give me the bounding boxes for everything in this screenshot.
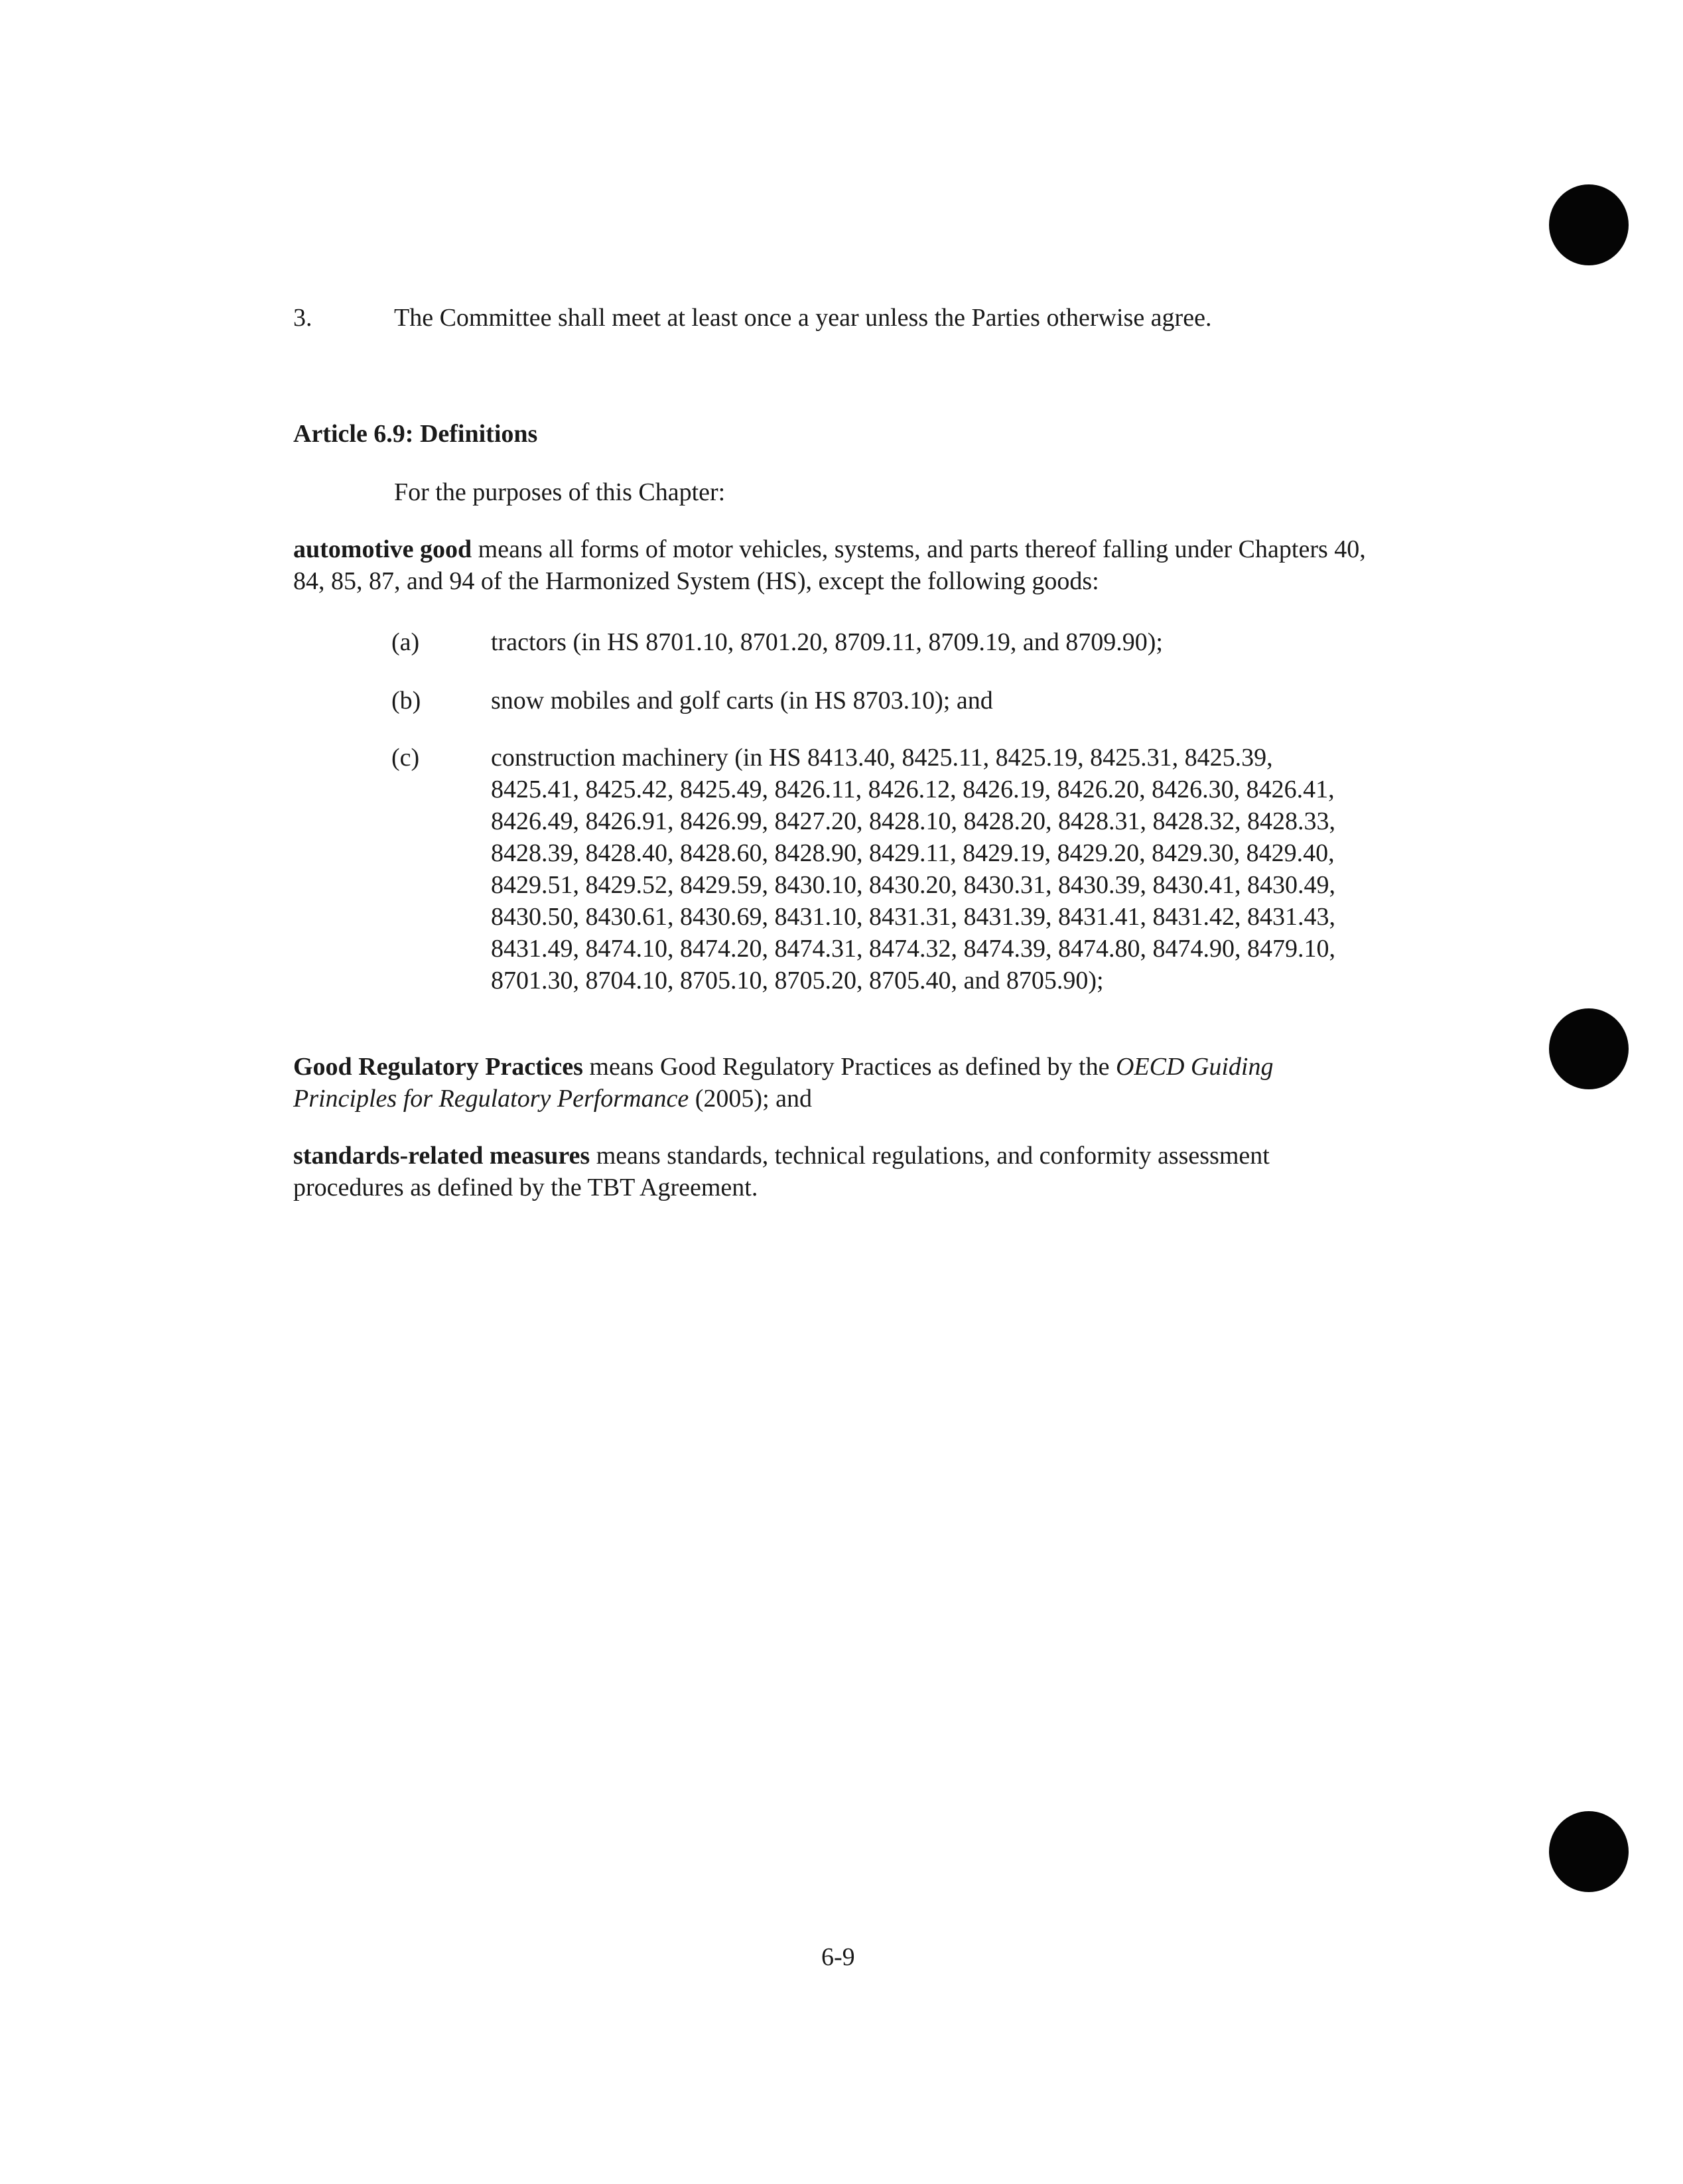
punch-hole-middle xyxy=(1549,1008,1629,1089)
definition-term: automotive good xyxy=(293,535,472,563)
definition-text: means Good Regulatory Practices as defined by the xyxy=(582,1053,1116,1081)
article-heading: Article 6.9: Definitions xyxy=(293,420,538,448)
definition-automotive-good xyxy=(293,533,1381,597)
definition-good-regulatory-practices xyxy=(293,1051,1381,1115)
definition-text-end: (2005); and xyxy=(689,1085,813,1113)
oecd-principles-title: OECD Guiding Principles for Regulatory Performance xyxy=(293,1053,1274,1113)
definition-term: Good Regulatory Practices xyxy=(293,1053,583,1081)
punch-hole-top xyxy=(1549,184,1629,265)
article-intro: For the purposes of this Chapter: xyxy=(394,478,726,506)
paragraph-3-text: The Committee shall meet at least once a year unless the Parties otherwise agree. xyxy=(394,304,1212,332)
list-item-label: (a) xyxy=(391,628,420,656)
list-item-text: tractors (in HS 8701.10, 8701.20, 8709.11, 8709.19, and 8709.90); xyxy=(491,628,1163,656)
definition-standards-related-measures xyxy=(293,1140,1381,1203)
list-item-text: construction machinery (in HS 8413.40, 8425.11, 8425.19, 8425.31, 8425.39, 8425.41, 8425.42, 8425.49, 8426.11, 8426.12, 8426.19, 8426.20, 8426.30, 8426.41, 8426.49, 8426.91, 8426.99, 8427.20, 8428.10, 8428.20, 8428.31, 8428.32, 8428.33, 8428.39, 8428.40, 8428.60, 8428.90, 8429.11, 8429.19, 8429.20, 8429.30, 8429.40, 8429.51, 8429.52, 8429.59, 8430.10, 8430.20, 8430.31, 8430.39, 8430.41, 8430.49, 8430.50, 8430.61, 8430.69, 8431.10, 8431.31, 8431.39, 8431.41, 8431.42, 8431.43, 8431.49, 8474.10, 8474.20, 8474.31, 8474.32, 8474.39, 8474.80, 8474.90, 8479.10, 8701.30, 8704.10, 8705.10, 8705.20, 8705.40, and 8705.90); xyxy=(491,744,1335,994)
definition-term: standards-related measures xyxy=(293,1142,590,1170)
definition-text: means standards, technical regulations, and conformity assessment procedures as defined by the TBT Agreement. xyxy=(293,1142,1270,1201)
paragraph-3-number: 3. xyxy=(293,304,312,332)
list-item-label: (b) xyxy=(391,687,421,715)
list-item-label: (c) xyxy=(391,744,420,772)
list-item-text: snow mobiles and golf carts (in HS 8703.10); and xyxy=(491,687,993,715)
definition-text: means all forms of motor vehicles, systems, and parts thereof falling under Chapters 40, 84, 85, 87, and 94 of the Harmonized System (HS), except the following goods: xyxy=(293,535,1366,595)
punch-hole-bottom xyxy=(1549,1811,1629,1892)
page-number: 6-9 xyxy=(821,1943,855,1971)
